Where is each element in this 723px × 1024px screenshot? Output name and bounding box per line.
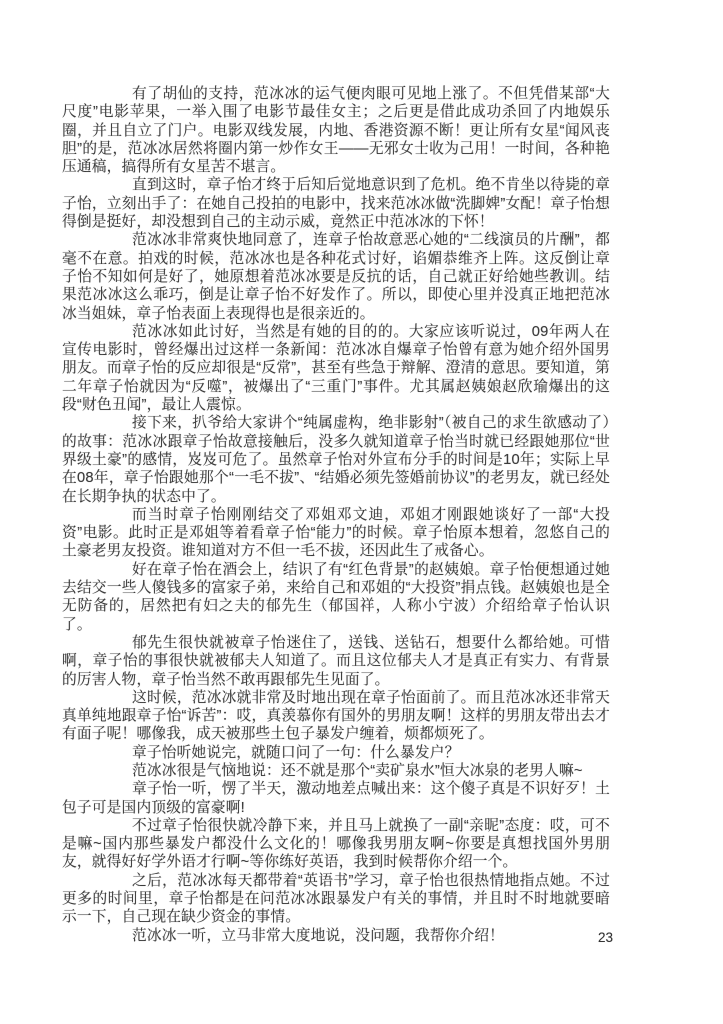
- paragraph: 范冰冰非常爽快地同意了，连章子怡故意恶心她的“二线演员的片酬”，都毫不在意。拍戏的时候，范冰冰也是各种花式讨好，谄媚恭维齐上阵。这反倒让章子怡不知如何是好了，她原想着范冰冰要是反抗的话，自己就正好给她些教训。结果范冰冰这么乖巧，倒是让章子怡不好发作了。所以，即使心里并没真正地把范冰冰当姐妹，章子怡表面上表现得也是很亲近的。: [62, 232, 610, 322]
- paragraph: 之后，范冰冰每天都带着“英语书”学习，章子怡也很热情地指点她。不过更多的时间里，章子怡都是在问范冰冰跟暴发户有关的事情，并且时不时地就要暗示一下，自己现在缺少资金的事情。: [62, 872, 610, 926]
- paragraph: 郁先生很快就被章子怡迷住了，送钱、送钻石，想要什么都给她。可惜啊，章子怡的事很快就被郁夫人知道了。而且这位郁夫人才是真正有实力、有背景的厉害人物，章子怡当然不敢再跟郁先生见面了。: [62, 634, 610, 688]
- paragraph: 有了胡仙的支持，范冰冰的运气便肉眼可见地上涨了。不但凭借某部“大尺度”电影苹果，一举入围了电影节最佳女主；之后更是借此成功杀回了内地娱乐圈，并且自立了门户。电影双线发展，内地、香港资源不断！更让所有女星“闻风丧胆”的是，范冰冰居然将圈内第一炒作女王——无邪女士收为己用！一时间，各种艳压通稿，搞得所有女星苦不堪言。: [62, 86, 610, 176]
- paragraph: 范冰冰很是气恼地说：还不就是那个“卖矿泉水”恒大冰泉的老男人嘛~: [132, 762, 583, 779]
- paragraph: 好在章子怡在酒会上，结识了有“红色背景”的赵姨娘。章子怡便想通过她去结交一些人傻钱多的富家子弟，来给自己和邓姐的“大投资”捐点钱。赵姨娘也是全无防备的，居然把有妇之夫的郁先生（郁国祥，人称小宁波）介绍给章子怡认识了。: [62, 561, 610, 633]
- paragraph: 直到这时，章子怡才终于后知后觉地意识到了危机。绝不肯坐以待毙的章子怡，立刻出手了：在她自己投拍的电影中，找来范冰冰做“洗脚婢”女配！章子怡想得倒是挺好，却没想到自己的主动示威，竟然正中范冰冰的下怀！: [62, 177, 610, 231]
- paragraph: 章子怡听她说完，就随口问了一句：什么暴发户？: [132, 744, 460, 761]
- paragraph: 范冰冰如此讨好，当然是有她的目的的。大家应该听说过，09年两人在宣传电影时，曾经爆出过这样一条新闻：范冰冰自爆章子怡曾有意为她介绍外国男朋友。而章子怡的反应却很是“反常”，甚至有些急于辩解、澄清的意思。要知道，第二年章子怡就因为“反噬”，被爆出了“三重门”事件。尤其属赵姨娘赵欣瑜爆出的这段“财色丑闻”，最让人震惊。: [62, 323, 610, 414]
- paragraph: 章子怡一听，愣了半天，激动地差点喊出来：这个傻子真是不识好歹！土包子可是国内顶级的富豪啊!: [62, 781, 610, 816]
- paragraph: 这时候，范冰冰就非常及时地出现在章子怡面前了。而且范冰冰还非常天真单纯地跟章子怡“诉苦”：哎，真羡慕你有国外的男朋友啊！这样的男朋友带出去才有面子呢！哪像我，成天被那些土包子暴发户缠着，烦都烦死了。: [62, 689, 610, 743]
- paragraph: 而当时章子怡刚刚结交了邓姐邓文迪，邓姐才刚跟她谈好了一部“大投资”电影。此时正是邓姐等着看章子怡“能力”的时候。章子怡原本想着，忽悠自己的土豪老男友投资。谁知道对方不但一毛不拔，还因此生了戒备心。: [62, 506, 610, 560]
- paragraph: 接下来，扒爷给大家讲个“纯属虚构，绝非影射”（被自己的求生欲感动了）的故事：范冰冰跟章子怡故意接触后，没多久就知道章子怡当时就已经跟她那位“世界级土豪”的感情，岌岌可危了。虽然章子怡对外宣布分手的时间是10年；实际上早在08年，章子怡跟她那个“一毛不拔”、“结婚必须先签婚前协议”的老男友，就已经处在长期争执的状态中了。: [62, 415, 610, 505]
- paragraph: 范冰冰一听，立马非常大度地说，没问题，我帮你介绍！: [132, 927, 505, 944]
- paragraph: 不过章子怡很快就冷静下来，并且马上就换了一副“亲昵”态度：哎，可不是嘛~国内那些暴发户都没什么文化的！哪像我男朋友啊~你要是真想找国外男朋友，就得好好学外语才行啊~等你练好英语，我到时候帮你介绍一个。: [62, 817, 610, 871]
- page-number: 23: [597, 930, 613, 945]
- text-content: [62, 85, 610, 945]
